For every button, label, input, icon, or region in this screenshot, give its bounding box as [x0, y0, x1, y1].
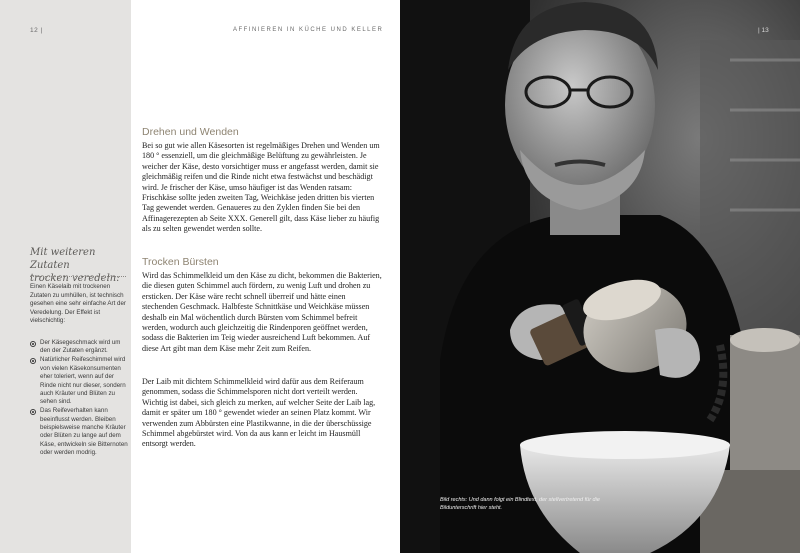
photo-caption: Bild rechts: Und dann folgt ein Blindtext, der stellvertretend für die Bildunterschrift hier steht. [440, 497, 600, 511]
body-paragraph-2: Wird das Schimmelkleid um den Käse zu dicht, bekommen die Bakterien, die diesen guten Schimmel auch fördern, zu wenig Luft und drohen zu ersticken. Der Käse wäre recht schnell überreif und hätte einen stechenden Geschmack. Halbfeste Schnittkäse und Weichkäse müssen deshalb ein Mal wöchentlich durch Bürsten vom Schimmel befreit werden, wodurch auch gleichzeitig die Rindenporen geöffnet werden, sodass die Bakterien im Teig wieder ausreichend Luft bekommen. Auf diese Art gibt man dem Käse mehr Zeit zum Reifen. [142, 271, 382, 353]
sidebar-list-item-text: Natürlicher Reifeschimmel wird von vielen Käsekonsumenten eher toleriert, wenn auf der Rinde nicht nur dieser, sondern auch Kräuter und Blüten zu sehen sind. [40, 356, 126, 406]
sidebar-list [30, 339, 128, 458]
circle-bullet-icon [30, 409, 36, 415]
page-number-right: | 13 [758, 27, 769, 34]
photo-cheese-brushing [400, 0, 800, 553]
circle-bullet-icon [30, 358, 36, 364]
sidebar-divider [30, 276, 126, 277]
sidebar-title-line1: Mit weiteren Zutaten [30, 247, 96, 271]
section-heading-buersten: Trocken Bürsten [142, 256, 219, 268]
sidebar-title-line2: trocken veredeln: [30, 273, 120, 284]
photo-illustration [400, 0, 800, 553]
sidebar-list-item [30, 407, 128, 457]
sidebar-list-item-text: Der Käsegeschmack wird um den der Zutaten ergänzt. [40, 339, 121, 355]
section-heading-drehen: Drehen und Wenden [142, 126, 239, 138]
circle-bullet-icon [30, 341, 36, 347]
sidebar-list-item-text: Das Reifeverhalten kann beeinflusst werden. Bleiben beispielsweise manche Kräuter oder Blüten zu lange auf dem Käse, entwickeln sie Bitternoten oder werden modrig. [40, 407, 128, 457]
page-number-left: 12 | [30, 27, 43, 34]
sidebar-intro: Einen Käselaib mit trockenen Zutaten zu umhüllen, ist technisch gesehen eine sehr einfache Art der Veredelung. Der Effekt ist vielschichtig: [30, 283, 126, 325]
sidebar-title [30, 246, 128, 285]
sidebar-list-item [30, 339, 128, 356]
sidebar-list-item [30, 356, 128, 406]
body-paragraph-3: Der Laib mit dichtem Schimmelkleid wird dafür aus dem Reiferaum genommen, sodass die Schimmelsporen nicht dort verteilt werden. Wichtig ist dabei, sich gleich zu merken, auf welcher Seite der Laib lag, damit er später um 180 ° gewendet wieder an seinen Platz kommt. Wir verwenden zum Abbürsten eine Plastikwanne, in die der überschüssige Schimmel abgebürstet wird. Von da aus kann er leicht im Hausmüll entsorgt werden. [142, 377, 376, 449]
running-head: AFFINIEREN IN KÜCHE UND KELLER [233, 27, 384, 33]
body-paragraph-1: Bei so gut wie allen Käsesorten ist regelmäßiges Drehen und Wenden um 180 ° essenziell, um die gleichmäßige Belüftung zu gewährleisten. Je weicher der Käse, desto vorsichtiger muss er angefasst werden, damit sie gleichmäßig reifen und die Rinde nicht etwa festwächst und beschädigt wird. Je frischer der Käse, umso häufiger ist das Wenden ratsam: Frischkäse sollte jeden zweiten Tag, Weichkäse jeden dritten bis vierten Tag gewendet werden. Genaueres zu den Zyklen finden Sie bei den Affinagerezepten ab Seite XXX. Generell gilt, dass Käse lieber zu häufig als zu selten gewendet werden sollte. [142, 141, 380, 234]
